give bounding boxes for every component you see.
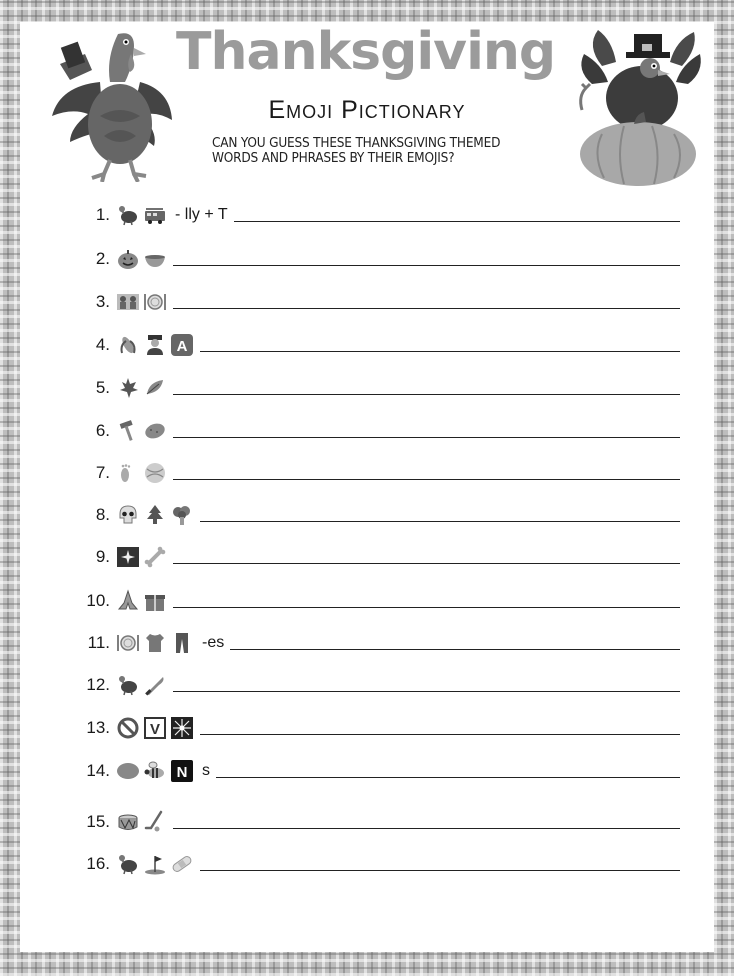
drum-icon [116, 810, 140, 834]
answer-line [216, 777, 680, 778]
answer-line [200, 521, 680, 522]
question-row [70, 670, 680, 700]
emoji-clue [116, 673, 167, 697]
emoji-clue [116, 589, 167, 613]
praying-hands-icon [116, 589, 140, 613]
bee-icon [143, 759, 167, 783]
emoji-clue [116, 631, 194, 655]
question-row [70, 542, 680, 572]
bone-icon [143, 545, 167, 569]
question-number: 9. [95, 547, 110, 566]
bowl-icon [143, 247, 167, 271]
hockey-stick-icon [143, 810, 167, 834]
question-number: 2. [95, 249, 110, 268]
sparkle-box-icon [116, 545, 140, 569]
question-number: 14. [86, 761, 110, 780]
question-number: 13. [86, 718, 110, 737]
question-number: 11. [87, 633, 110, 652]
clue-suffix-text: -es [202, 634, 225, 651]
answer-line [173, 394, 680, 395]
question-row [70, 373, 680, 403]
question-number: 16. [86, 854, 110, 873]
clue-suffix-text: - lly + T [175, 206, 228, 223]
question-row [70, 500, 680, 530]
letter-n-icon [170, 759, 194, 783]
emoji-clue [116, 810, 167, 834]
emoji-clue [116, 333, 194, 357]
question-number: 7. [95, 463, 110, 482]
question-row [70, 807, 680, 837]
oval-ball-icon [116, 759, 140, 783]
question-row [70, 287, 680, 317]
question-row [70, 416, 680, 446]
page-title: Thanksgiving [176, 22, 556, 82]
fire-truck-icon [143, 203, 167, 227]
question-row [70, 713, 680, 743]
maple-leaf-icon [116, 376, 140, 400]
emoji-clue [116, 545, 167, 569]
question-row [70, 200, 680, 230]
question-number: 8. [95, 505, 110, 524]
plate-cutlery-icon [116, 631, 140, 655]
skull-icon [116, 503, 140, 527]
question-row [70, 849, 680, 879]
bandage-icon [170, 852, 194, 876]
answer-line [200, 351, 680, 352]
gift-icon [143, 589, 167, 613]
christmas-tree-icon [143, 503, 167, 527]
answer-line [173, 437, 680, 438]
question-row [70, 330, 680, 360]
question-row [70, 244, 680, 274]
question-row [70, 756, 680, 786]
family-icon [116, 290, 140, 314]
instructions-text: CAN YOU GUESS THESE THANKSGIVING THEMED WORDS AND PHRASES BY THEIR EMOJIS? [212, 135, 501, 166]
emoji-clue [116, 419, 167, 443]
police-officer-icon [143, 333, 167, 357]
question-number: 4. [95, 335, 110, 354]
turkey-icon [116, 852, 140, 876]
question-number: 12. [86, 675, 110, 694]
answer-line [200, 870, 680, 871]
broccoli-icon [170, 503, 194, 527]
jack-o-lantern-icon [116, 247, 140, 271]
question-row [70, 628, 680, 658]
question-number: 10. [86, 591, 110, 610]
answer-line [173, 308, 680, 309]
answer-line [173, 479, 680, 480]
question-number: 5. [95, 378, 110, 397]
answer-line [234, 221, 680, 222]
question-number: 3. [95, 292, 110, 311]
letter-a-icon [170, 333, 194, 357]
answer-line [173, 563, 680, 564]
pilgrim-turkey-left-illustration [30, 24, 175, 182]
emoji-clue [116, 461, 167, 485]
answer-line [200, 734, 680, 735]
emoji-clue [116, 852, 194, 876]
question-number: 6. [95, 421, 110, 440]
emoji-clue [116, 503, 194, 527]
footprints-icon [116, 461, 140, 485]
jeans-icon [170, 631, 194, 655]
plate-cutlery-icon [143, 290, 167, 314]
corn-icon [116, 333, 140, 357]
emoji-clue [116, 203, 167, 227]
clue-suffix-text: s [202, 762, 210, 779]
answer-line [173, 828, 680, 829]
emoji-clue [116, 290, 167, 314]
answer-line [230, 649, 680, 650]
emoji-clue [116, 376, 167, 400]
page-subtitle: Emoji Pictionary [268, 96, 466, 124]
answer-line [173, 691, 680, 692]
letter-v-icon [143, 716, 167, 740]
answer-line [173, 607, 680, 608]
hammer-icon [116, 419, 140, 443]
ball-icon [143, 461, 167, 485]
falling-leaf-icon [143, 376, 167, 400]
turkey-icon [116, 673, 140, 697]
question-row [70, 586, 680, 616]
fireworks-icon [170, 716, 194, 740]
pilgrim-turkey-on-pumpkin-illustration [572, 26, 704, 188]
answer-line [173, 265, 680, 266]
prohibited-icon [116, 716, 140, 740]
emoji-clue [116, 247, 167, 271]
potato-icon [143, 419, 167, 443]
emoji-clue [116, 759, 194, 783]
question-row [70, 458, 680, 488]
knife-icon [143, 673, 167, 697]
turkey-icon [116, 203, 140, 227]
question-number: 15. [86, 812, 110, 831]
shirt-icon [143, 631, 167, 655]
emoji-clue [116, 716, 194, 740]
question-number: 1. [95, 205, 110, 224]
golf-flag-icon [143, 852, 167, 876]
